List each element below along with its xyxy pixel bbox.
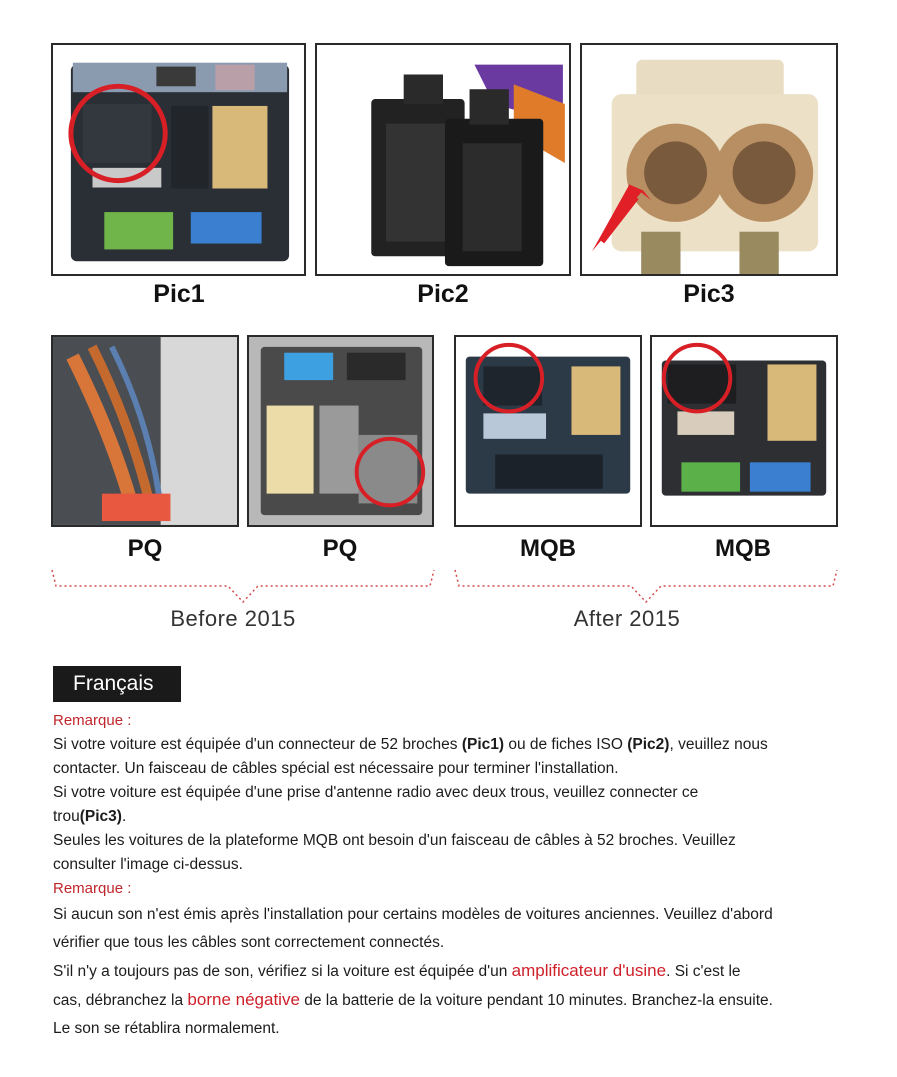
paragraph-5-cont: cas, débranchez la borne négative de la batterie de la voiture pendant 10 minutes. Branchez-la ensuite.: [53, 990, 773, 1009]
after-2015-label: After 2015: [573, 606, 681, 631]
mqb-connector-image-1: [454, 335, 642, 527]
paragraph-1: Si votre voiture est équipée d'un connecteur de 52 broches (Pic1) ou de fiches ISO (Pic2), veuillez nous: [53, 736, 768, 753]
mqb-label-1: MQB: [520, 535, 576, 562]
paragraph-2: Si votre voiture est équipée d'une prise d'antenne radio avec deux trous, veuillez connecter ce: [53, 784, 699, 801]
paragraph-4: Si aucun son n'est émis après l'installation pour certains modèles de voitures anciennes. Veuillez d'abord: [53, 906, 773, 923]
pic2-label: Pic2: [417, 280, 469, 308]
remark-heading-1: Remarque :: [53, 712, 132, 729]
before-2015-label: Before 2015: [170, 606, 296, 631]
paragraph-3: Seules les voitures de la plateforme MQB ont besoin d'un faisceau de câbles à 52 broches. Veuillez: [53, 832, 736, 849]
pic3-image: [580, 43, 838, 276]
pic2-image: [315, 43, 571, 276]
paragraph-5-end: Le son se rétablira normalement.: [53, 1020, 280, 1037]
remark-heading-2: Remarque :: [53, 880, 132, 897]
paragraph-1-cont: contacter. Un faisceau de câbles spécial est nécessaire pour terminer l'installation.: [53, 760, 619, 777]
factory-amplifier-text: amplificateur d'usine: [511, 961, 667, 980]
paragraph-2-cont: trou(Pic3).: [53, 808, 127, 825]
before-2015-bracket: [48, 566, 438, 606]
paragraph-5: S'il n'y a toujours pas de son, vérifiez si la voiture est équipée d'un amplificateur d'usine. Si c'est le: [53, 961, 741, 980]
paragraph-4-cont: vérifier que tous les câbles sont correctement connectés.: [53, 934, 445, 951]
pic1-label: Pic1: [153, 280, 205, 308]
instructions-text: [53, 709, 853, 1043]
mqb-connector-image-2: [650, 335, 838, 527]
pq-wiring-image: [51, 335, 239, 527]
pq-label-1: PQ: [127, 535, 163, 562]
language-badge: Français: [53, 666, 181, 702]
pic1-image: [51, 43, 306, 276]
negative-terminal-text: borne négative: [187, 990, 300, 1009]
pq-connector-image: [247, 335, 434, 527]
after-2015-bracket: [451, 566, 841, 606]
paragraph-3-cont: consulter l'image ci-dessus.: [53, 856, 243, 873]
pq-label-2: PQ: [322, 535, 358, 562]
mqb-label-2: MQB: [715, 535, 771, 562]
pic3-label: Pic3: [683, 280, 735, 308]
